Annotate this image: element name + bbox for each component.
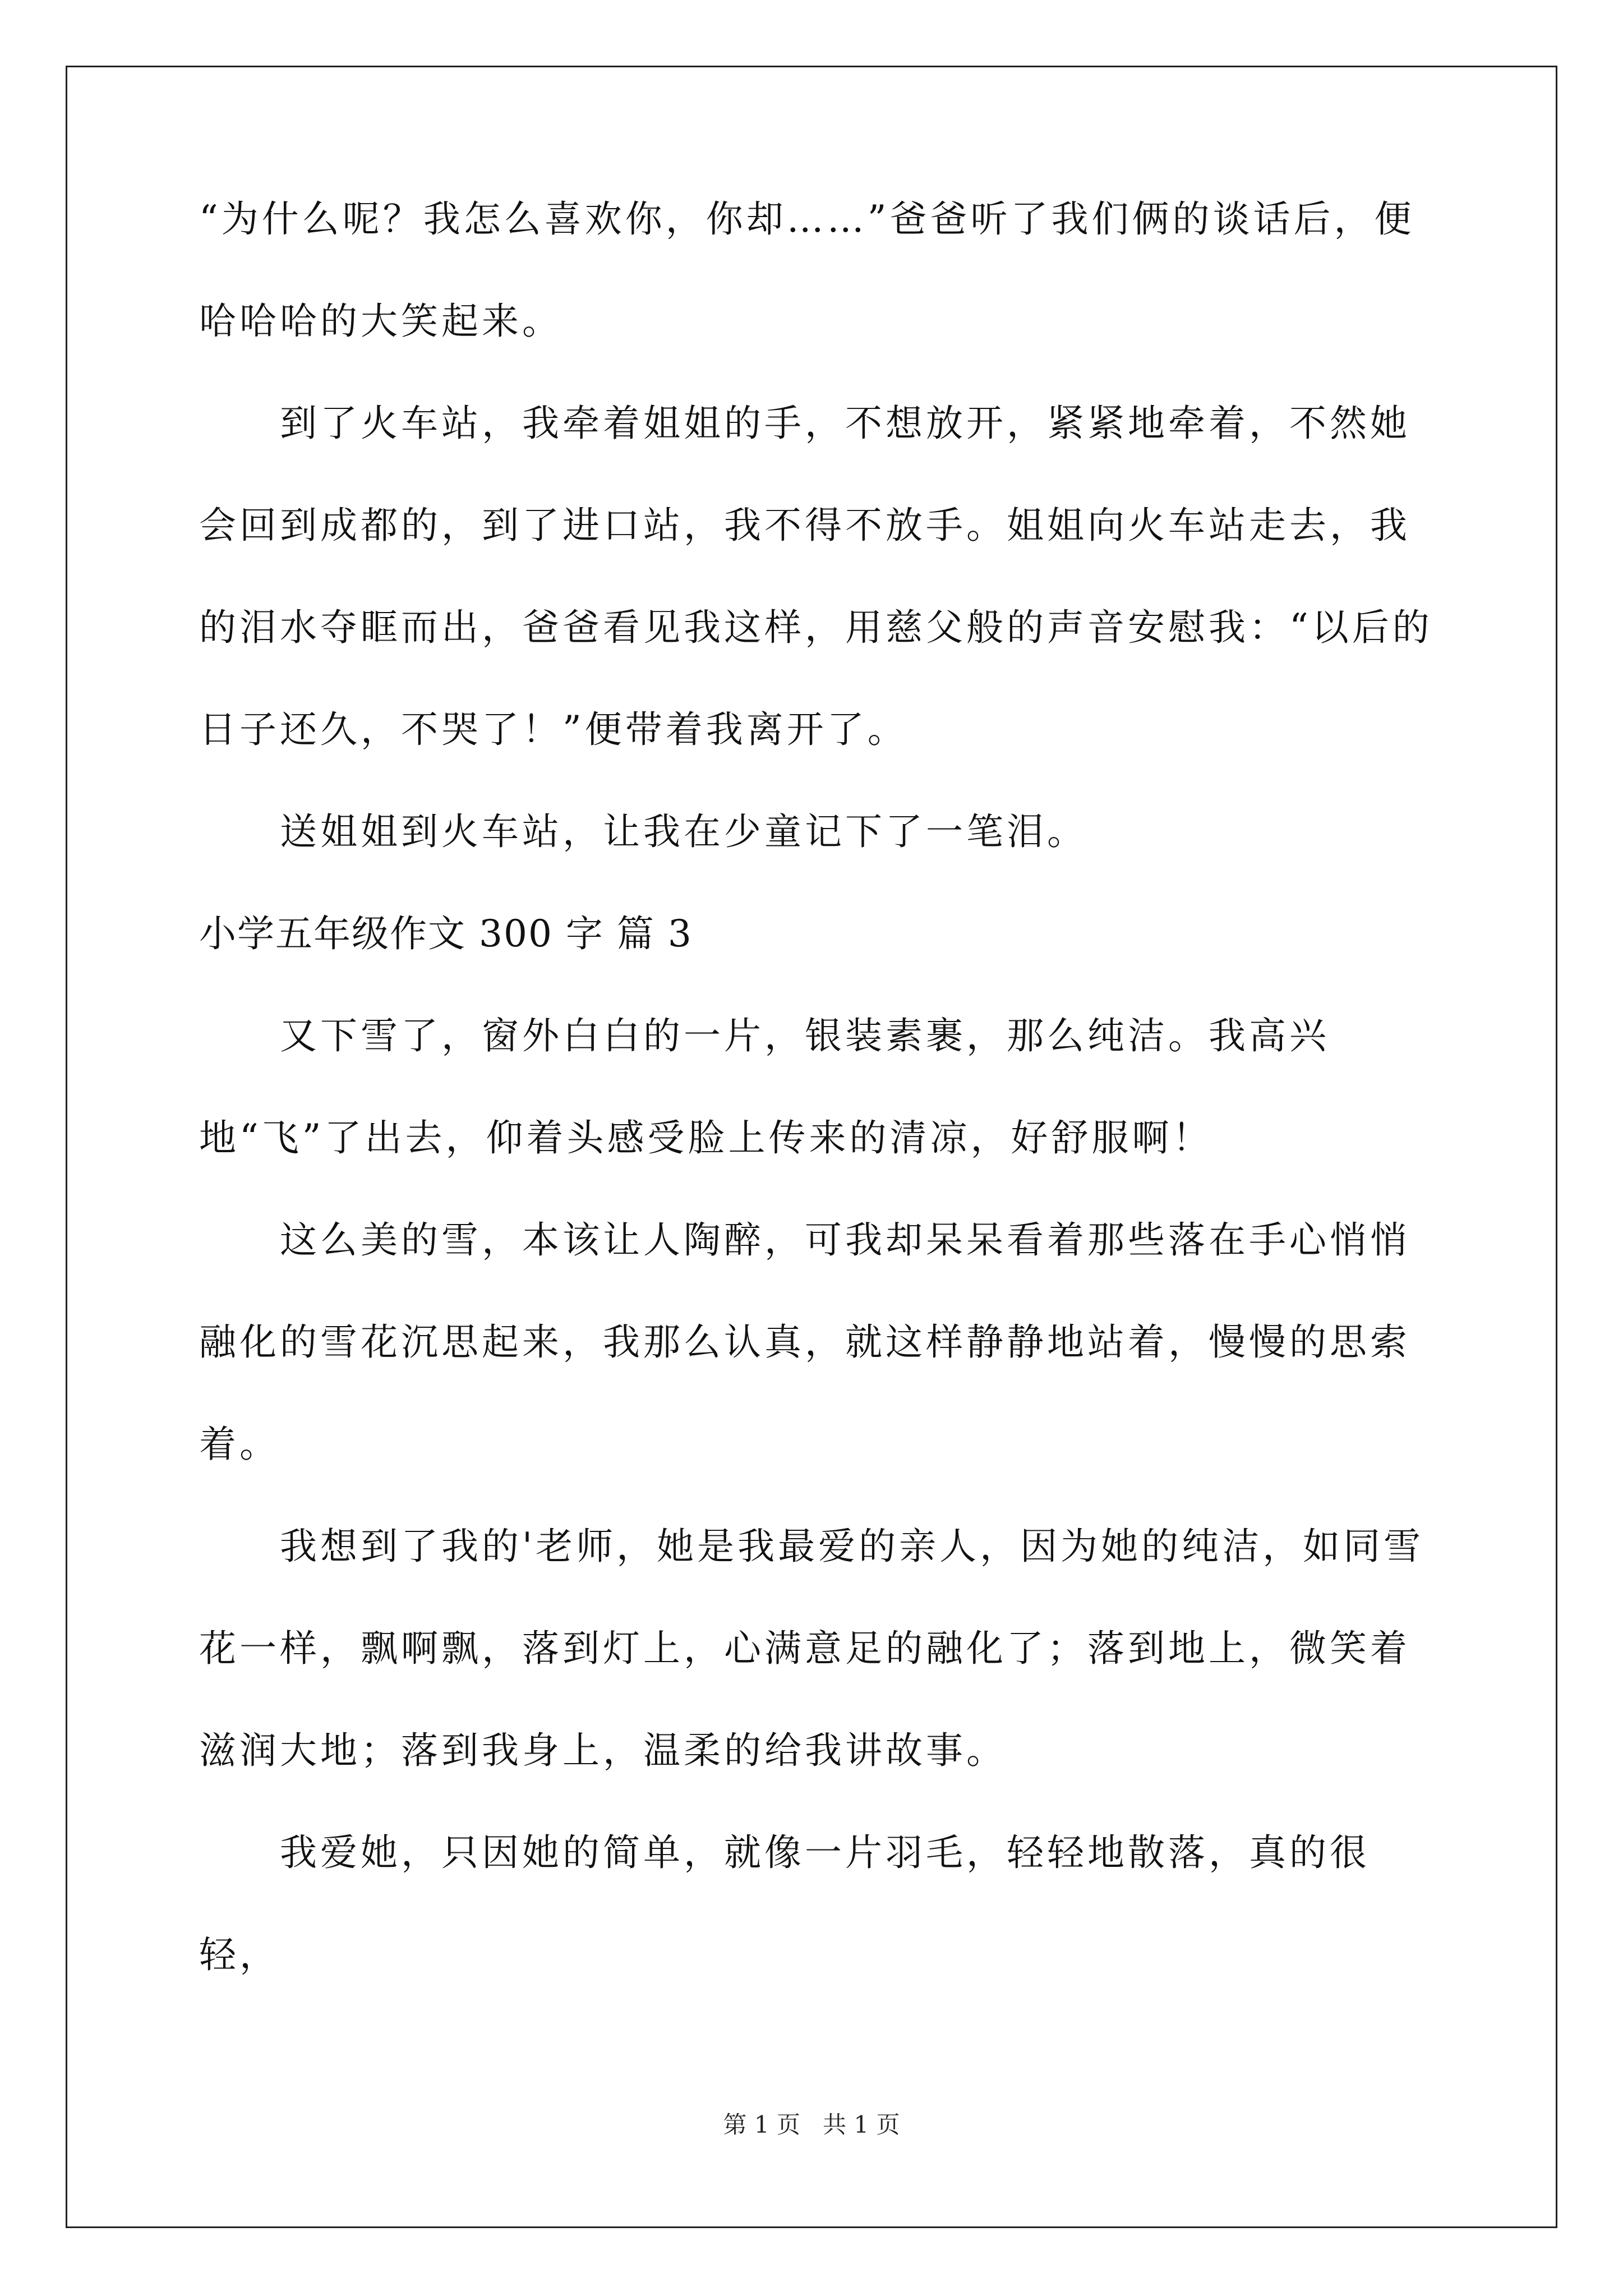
section-heading: 小学五年级作文 300 字 篇 3 xyxy=(199,912,693,955)
paragraph-reflection: 这么美的雪，本该让人陶醉，可我却呆呆看着那些落在手心悄悄融化的雪花沉思起来，我那么认真，就这样静静地站着，慢慢的思索着。 xyxy=(199,1218,1410,1466)
paragraph-snow: 又下雪了，窗外白白的一片，银装素裹，那么纯洁。我高兴地“飞”了出去，仰着头感受脸上传来的清凉，好舒服啊！ xyxy=(199,1014,1330,1159)
paragraph-farewell: 送姐姐到火车站，让我在少童记下了一笔泪。 xyxy=(280,810,1087,853)
paragraph-continuation: “为什么呢？我怎么喜欢你，你却……”爸爸听了我们俩的谈话后，便哈哈哈的大笑起来。 xyxy=(199,197,1415,343)
document-body xyxy=(199,168,1433,2006)
paragraph-train-station: 到了火车站，我牵着姐姐的手，不想放开，紧紧地牵着，不然她会回到成都的，到了进口站，我不得不放手。姐姐向火车站走去，我的泪水夺眶而出，爸爸看见我这样，用慈父般的声音安慰我：“以后的日子还久，不哭了！”便带着我离开了。 xyxy=(199,402,1433,751)
paragraph-teacher: 我想到了我的'老师，她是我最爱的亲人，因为她的纯洁，如同雪花一样，飘啊飘，落到灯上，心满意足的融化了；落到地上，微笑着滋润大地；落到我身上，温柔的给我讲故事。 xyxy=(199,1525,1424,1772)
page-number-footer: 第 1 页 共 1 页 xyxy=(723,2111,900,2138)
paragraph-love: 我爱她，只因她的简单，就像一片羽毛，轻轻地散落，真的很轻， xyxy=(199,1831,1370,1976)
